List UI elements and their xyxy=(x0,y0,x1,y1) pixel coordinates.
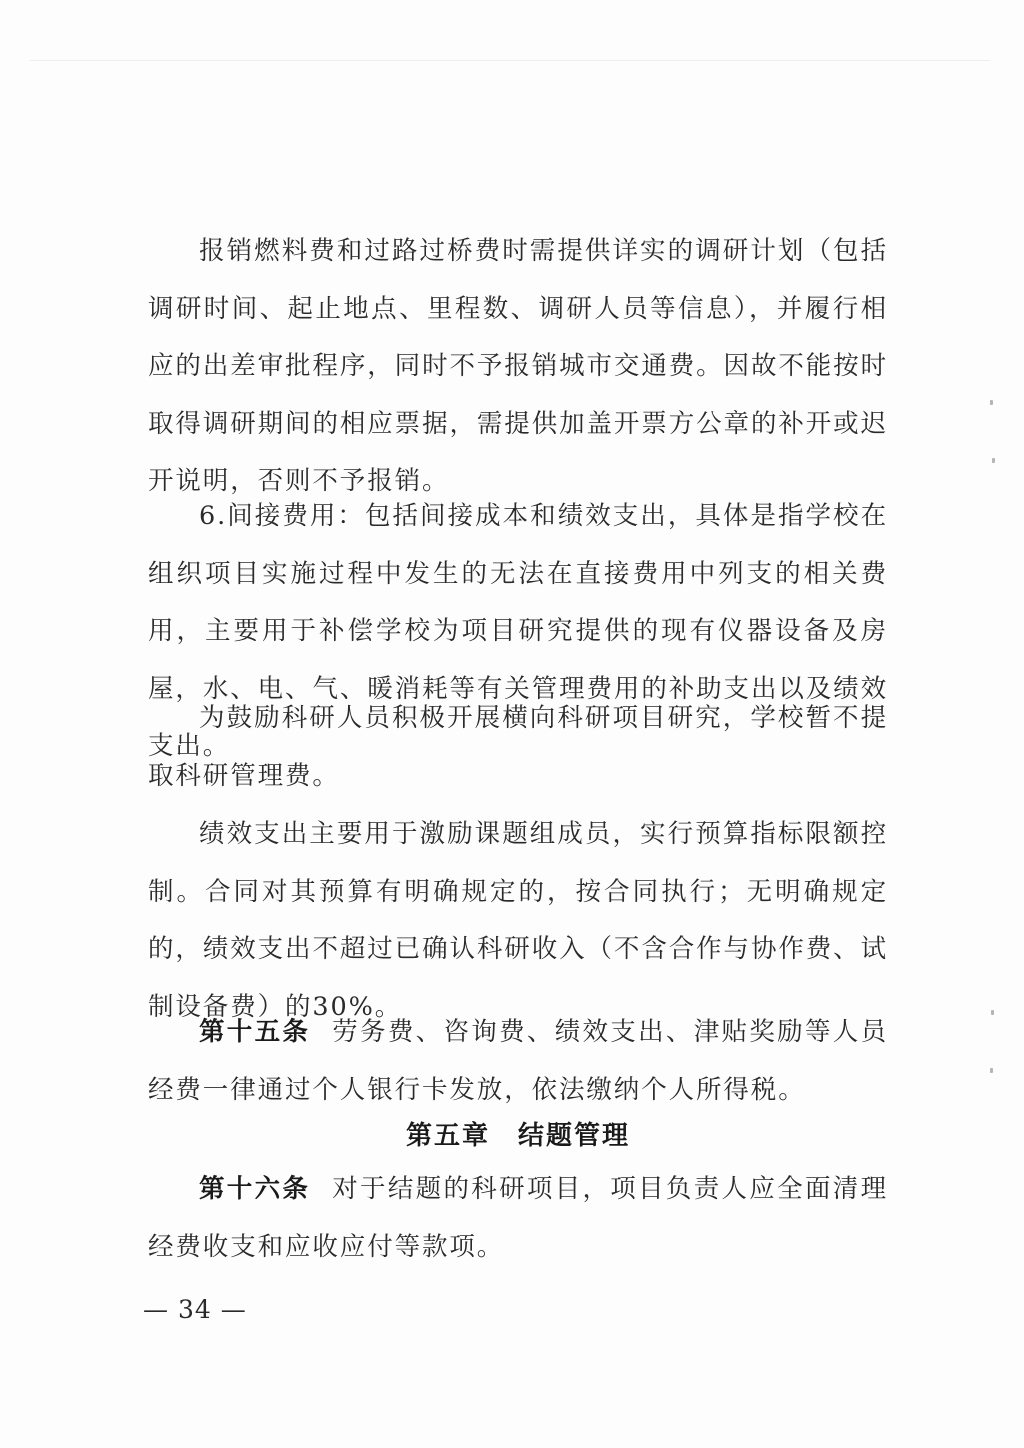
article-16-text: 对于结题的科研项目，项目负责人应全面清理经费收支和应收应付等款项。 xyxy=(148,1174,888,1262)
article-15-label: 第十五条 xyxy=(199,1017,311,1047)
article-16 xyxy=(148,1161,888,1276)
scan-speck xyxy=(990,1068,993,1073)
scan-speck xyxy=(991,1010,994,1015)
paragraph-management-fee: 为鼓励科研人员积极开展横向科研项目研究，学校暂不提取科研管理费。 xyxy=(148,703,888,791)
scan-edge-line xyxy=(30,60,990,61)
chapter-title: 结题管理 xyxy=(518,1121,631,1151)
article-15-text: 劳务费、咨询费、绩效支出、津贴奖励等人员经费一律通过个人银行卡发放，依法缴纳个人所得税。 xyxy=(148,1017,888,1105)
article-16-label: 第十六条 xyxy=(199,1174,311,1204)
scan-speck xyxy=(990,400,993,405)
paragraph-performance-expenditure: 绩效支出主要用于激励课题组成员，实行预算指标限额控制。合同对其预算有明确规定的，按合同执行；无明确规定的，绩效支出不超过已确认科研收入（不含合作与协作费、试制设备费）的30%。 xyxy=(148,819,888,1022)
page-number: — 34 — xyxy=(143,1295,247,1324)
chapter-heading xyxy=(148,1108,888,1165)
article-15 xyxy=(148,1004,888,1119)
scan-speck xyxy=(992,458,995,463)
chapter-number: 第五章 xyxy=(405,1121,490,1151)
paragraph-reimbursement-fuel: 报销燃料费和过路过桥费时需提供详实的调研计划（包括调研时间、起止地点、里程数、调研人员等信息），并履行相应的出差审批程序，同时不予报销城市交通费。因故不能按时取得调研期间的相应票据，需提供加盖开票方公章的补开或迟开说明，否则不予报销。 xyxy=(148,236,888,496)
paragraph-indirect-costs: 6.间接费用：包括间接成本和绩效支出，具体是指学校在组织项目实施过程中发生的无法在直接费用中列支的相关费用，主要用于补偿学校为项目研究提供的现有仪器设备及房屋，水、电、气、暖消耗等有关管理费用的补助支出以及绩效支出。 xyxy=(148,501,888,761)
